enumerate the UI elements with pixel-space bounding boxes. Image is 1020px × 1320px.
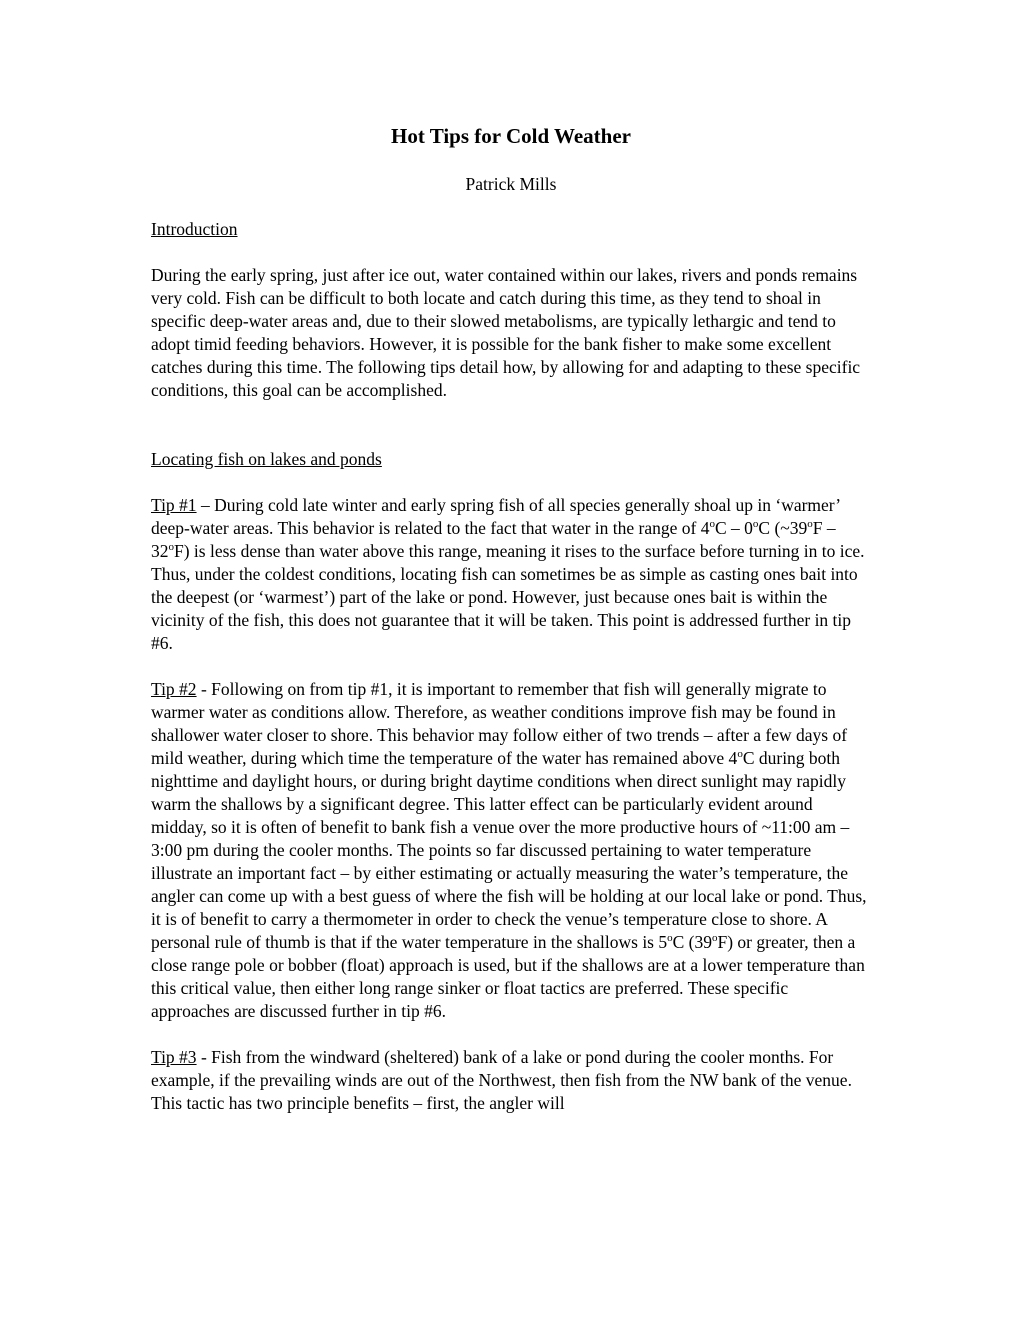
degree-sign: o — [737, 748, 743, 761]
degree-sign: o — [712, 932, 718, 945]
intro-heading — [151, 218, 871, 241]
tip2-text-a: - Following on from tip #1, it is important to remember that fish will generally migrate to warmer water as conditions allow. Therefore, as weather conditions improve fish may be found in shallower water closer to shore. This behavior may follow either of two trends – after a few days of mild weather, during which time the temperature of the water has remained above 4 — [151, 679, 848, 768]
tip2-text-d: F) or greater, then a close range pole or bobber (float) approach is used, but if the shallows are at a lower temperature than this critical value, then either long range sinker or float tactics are preferred. These specific approaches are discussed further in tip #6. — [151, 932, 865, 1021]
section-heading-text: Locating fish on lakes and ponds — [151, 449, 382, 469]
section-heading — [151, 448, 871, 471]
tip1-label: Tip #1 — [151, 495, 197, 515]
document-title: Hot Tips for Cold Weather — [391, 124, 631, 148]
tip1-text-b: C – 0 — [714, 518, 753, 538]
degree-sign: o — [752, 518, 759, 531]
document-author: Patrick Mills — [465, 174, 557, 194]
tip2-label: Tip #2 — [151, 679, 197, 699]
intro-paragraph: During the early spring, just after ice out, water contained within our lakes, rivers and ponds remains very cold. Fish can be difficult to both locate and catch during this time, as they tend to shoal in specific deep-water areas and, due to their slowed metabolisms, are typically lethargic and tend to adopt timid feeding behaviors. However, it is possible for the bank fisher to make some excellent catches during this time. The following tips detail how, by allowing for and adapting to these specific conditions, this goal can be accomplished. — [151, 265, 861, 400]
tip1-text-a: – During cold late winter and early spring fish of all species generally shoal up in ‘warmer’ deep-water areas. This behavior is related to the fact that water in the range of 4 — [151, 495, 840, 538]
tip2-text-b: C during both nighttime and daylight hours, or during bright daytime conditions when direct sunlight may rapidly warm the shallows by a significant degree. This latter effect can be particularly evident around midday, so it is often of benefit to bank fish a venue over the more productive hours of ~11:00 am – 3:00 pm during the cooler months. The points so far discussed pertaining to water temperature illustrate an important fact – by either estimating or actually measuring the water’s temperature, the angler can come up with a best guess of where the fish will be holding at our local lake or pond. Thus, it is of benefit to carry a thermometer in order to check the venue’s temperature close to shore. A personal rule of thumb is that if the water temperature in the shallows is 5 — [151, 748, 867, 952]
degree-sign: o — [709, 518, 715, 531]
tip3-paragraph — [151, 1046, 871, 1115]
tip1-text-d: F – 32 — [151, 518, 836, 561]
tip1-text-c: C (~39 — [758, 518, 808, 538]
tip1-text-e: F) is less dense than water above this range, meaning it rises to the surface before turning in to ice. Thus, under the coldest conditions, locating fish can sometimes be as simple as casting ones bait into the deepest (or ‘warmest’) part of the lake or pond. However, just because ones bait is within the vicinity of the fish, this does not guarantee that it will be taken. This point is addressed further in tip #6. — [151, 541, 865, 653]
tip3-label: Tip #3 — [151, 1047, 197, 1067]
tip2-text-c: C (39 — [672, 932, 712, 952]
tip3-text-a: - Fish from the windward (sheltered) bank of a lake or pond during the cooler months. For example, if the prevailing winds are out of the Northwest, then fish from the NW bank of the venue. This tactic has two principle benefits – first, the angler will — [151, 1047, 852, 1113]
document-page — [151, 120, 871, 1115]
tip1-paragraph — [151, 494, 871, 655]
degree-sign: o — [667, 932, 673, 945]
tip2-paragraph — [151, 678, 871, 1023]
degree-sign: o — [168, 541, 174, 554]
intro-heading-text: Introduction — [151, 219, 238, 239]
degree-sign: o — [807, 518, 813, 531]
